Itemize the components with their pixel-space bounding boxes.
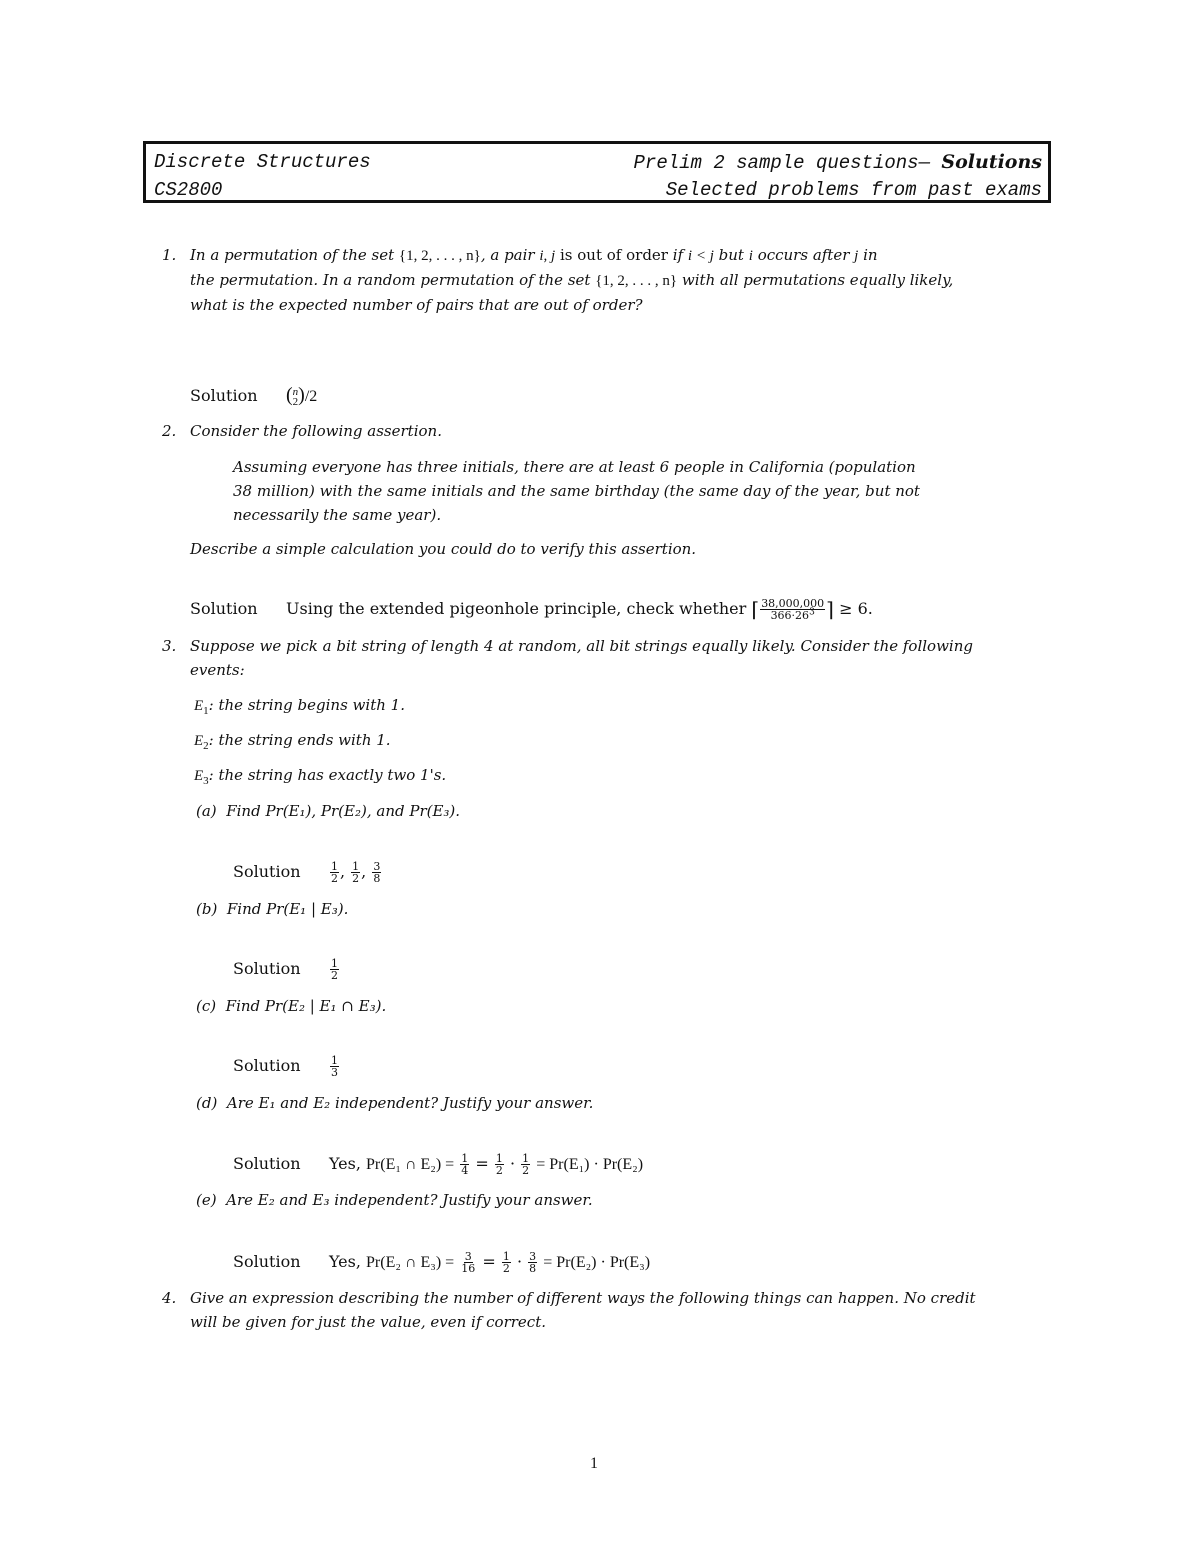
solution-3d: Solution Yes, Pr(E₁ ∩ E₂) = $\frac{1}{4}$ = $\frac{1}{2}$ · $\frac{1}{2}$ = Pr(E₁) · Pr(E₂) bbox=[233, 1152, 644, 1177]
exam-title: Prelim 2 sample questions— Solutions bbox=[633, 151, 1042, 174]
part-a: (a) Find Pr(E₁), Pr(E₂), and Pr(E₃). bbox=[196, 802, 461, 820]
question-line: In a permutation of the set {1, 2, . . . , n}, a pair i, j is out of order if i < j but i occurs after j in bbox=[190, 246, 878, 264]
part-c: (c) Find Pr(E₂ | E₁ ∩ E₃). bbox=[196, 997, 387, 1015]
question-ask: Describe a simple calculation you could do to verify this assertion. bbox=[190, 540, 697, 558]
question-line: will be given for just the value, even if correct. bbox=[190, 1313, 546, 1331]
event-e3: $E_3$: the string has exactly two 1's. bbox=[194, 766, 447, 787]
question-1 bbox=[162, 243, 1062, 317]
exam-subtitle: Selected problems from past exams bbox=[665, 179, 1042, 201]
part-b: (b) Find Pr(E₁ | E₃). bbox=[196, 900, 349, 918]
question-number: 3. bbox=[162, 637, 177, 655]
question-number: 1. bbox=[162, 246, 177, 264]
assertion-line: 38 million) with the same initials and the same birthday (the same day of the year, but not bbox=[233, 482, 920, 500]
question-3 bbox=[162, 634, 1062, 682]
assertion-line: Assuming everyone has three initials, there are at least 6 people in California (population bbox=[233, 458, 916, 476]
assertion-line: necessarily the same year). bbox=[233, 506, 442, 524]
part-e: (e) Are E₂ and E₃ independent? Justify your answer. bbox=[196, 1191, 593, 1209]
course-name: Discrete Structures bbox=[154, 151, 371, 173]
header-box bbox=[143, 141, 1051, 203]
question-number: 2. bbox=[162, 422, 177, 440]
question-line: Suppose we pick a bit string of length 4 at random, all bit strings equally likely. Consider the following bbox=[190, 637, 973, 655]
question-4 bbox=[162, 1286, 1062, 1334]
question-line: the permutation. In a random permutation of the set {1, 2, . . . , n} with all permutations equally likely, bbox=[190, 271, 954, 289]
solution-3b: Solution $\frac{1}{2}$ bbox=[233, 957, 338, 982]
solution-3a: Solution $\frac{1}{2}$ , $\frac{1}{2}$ , $\frac{3}{8}$ bbox=[233, 860, 381, 885]
question-2 bbox=[162, 419, 1062, 443]
question-number: 4. bbox=[162, 1289, 177, 1307]
question-line: events: bbox=[190, 661, 245, 679]
solution-2: Solution Using the extended pigeonhole principle, check whether ⌈ $\frac{38,000,000}{366\cdot 26^3}$ ⌉ ≥ 6. bbox=[190, 597, 873, 622]
event-e2: $E_2$: the string ends with 1. bbox=[194, 731, 391, 752]
solution-3c: Solution $\frac{1}{3}$ bbox=[233, 1054, 338, 1079]
question-intro: Consider the following assertion. bbox=[190, 422, 442, 440]
question-line: what is the expected number of pairs that are out of order? bbox=[190, 296, 643, 314]
solution-1: Solution ( n 2 )/2 bbox=[190, 384, 318, 408]
part-d: (d) Are E₁ and E₂ independent? Justify your answer. bbox=[196, 1094, 594, 1112]
event-e1: $E_1$: the string begins with 1. bbox=[194, 696, 405, 717]
solution-3e: Solution Yes, Pr(E₂ ∩ E₃) = $\frac{3}{16}$ = $\frac{1}{2}$ · $\frac{3}{8}$ = Pr(E₂) · Pr(E₃) bbox=[233, 1250, 651, 1275]
solutions-label: Solutions bbox=[941, 151, 1042, 173]
course-code: CS2800 bbox=[154, 179, 223, 201]
question-line: Give an expression describing the number of different ways the following things can happen. No credit bbox=[190, 1289, 976, 1307]
out-of-order-term: out of order bbox=[577, 246, 668, 264]
page-number: 1 bbox=[590, 1455, 598, 1472]
